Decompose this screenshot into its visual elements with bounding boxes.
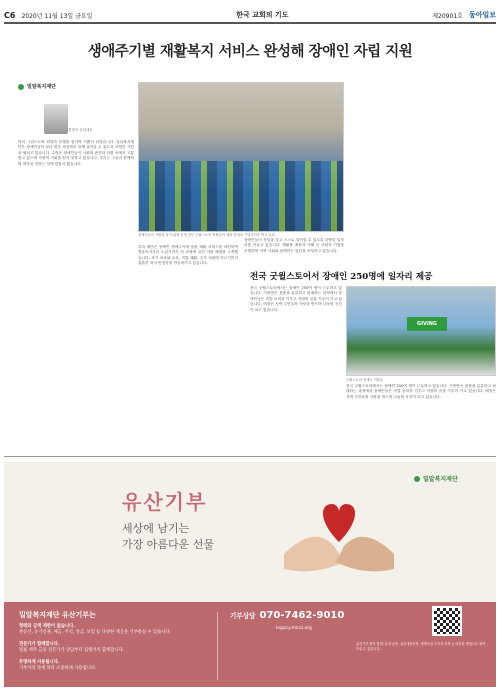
ad-point-2: 전문가가 함께합니다. [19, 642, 60, 647]
org-logo-icon [18, 84, 24, 90]
page-header [4, 8, 496, 24]
ad-point-3-desc: 기부자의 뜻에 따라 소중하게 사용됩니다. [19, 666, 97, 671]
ad-subtitle-1: 세상에 남기는 [122, 522, 190, 535]
article-headline: 생애주기별 재활복지 서비스 완성해 장애인 자립 지원 [87, 43, 413, 60]
newspaper-logo: 동아일보 [468, 11, 496, 19]
ad-point-2-desc: 법률 세무 금융 전문가가 상담부터 집행까지 함께합니다. [19, 648, 125, 653]
subheadline: 전국 굿윌스토어서 장애인 250명에 일자리 제공 [250, 272, 433, 282]
article-column-5: 전국 굿윌스토어에서는 장애인 250여 명이 근무하고 있습니다. 기증받은 물품을 분류하고 판매하는 과정에서 장애인들은 직업 능력을 키우고 자립의 꿈을 이루어 가고 있습니다. 매장은 지역 주민들의 사랑을 받으며 나눔의 공간이 되고 있습니다. [346, 384, 496, 399]
author-portrait [44, 104, 68, 134]
ad-divider [217, 612, 218, 680]
author-byline: 정형석 상임대표 [68, 128, 93, 132]
page-number: C6 [4, 10, 16, 20]
store-photo: GIVING [346, 286, 496, 376]
ad-info-bar [4, 602, 496, 687]
ad-point-1: 형태와 금액 제한이 없습니다. [19, 624, 75, 629]
org-label: 밀알복지재단 [18, 83, 56, 90]
article-column-3: 장애인들이 직업을 갖고 스스로 일어설 수 있도록 다양한 일자리를 만들고 있습니다. 재활용 매장과 카페 등 사회적 기업을 운영하며 지역 사회와 함께하는 일터를 조성하고 있습니다. [244, 238, 344, 253]
photo-caption: 장애인들의 자립을 돕기 위해 운영 중인 굿윌스토어 직원들이 매장 앞에서 기념사진을 찍고 있다. [138, 233, 276, 237]
qr-code-icon[interactable] [432, 606, 462, 636]
legacy-ad [4, 462, 496, 687]
article-column-2: 특히 재단은 장애인 생애주기에 맞춘 재활 서비스를 마련하여 영유아기부터 노년기까지 전 과정에 걸친 지원 체계를 구축했습니다. 조기 치료와 교육, 직업 재활, 주거 지원에 이르기까지 촘촘한 복지 안전망을 만들어가고 있습니다. [138, 245, 238, 266]
edition-number: 제20901호 [432, 12, 463, 20]
heart-hands-icon [274, 484, 404, 579]
store-photo-caption: 굿윌스토어 장애인 직원들 [346, 378, 384, 382]
ad-bar-title: 밀알복지재단 유산기부는 [19, 611, 96, 619]
donation-website[interactable]: legacy.miral.org [276, 626, 312, 631]
issue-date: 2020년 11월 13일 금요일 [21, 12, 93, 20]
ad-point-3: 투명하게 사용됩니다. [19, 660, 60, 665]
article-column-4: 전국 굿윌스토어에서는 장애인 250여 명이 근무하고 있습니다. 기증받은 물품을 분류하고 판매하는 과정에서 장애인들은 직업 능력을 키우고 자립의 꿈을 이루어 가고 있습니다. 매장은 지역 주민들의 사랑을 받으며 나눔의 공간이 되고 있습니다. [250, 286, 342, 312]
ad-title: 유산기부 [122, 490, 208, 514]
group-photo [138, 82, 344, 232]
section-title: 한국 교회의 기도 [236, 11, 289, 19]
ad-subtitle-2: 가장 아름다운 선물 [122, 538, 215, 551]
divider [4, 456, 496, 457]
ad-notes: 유산기부 참여 방법: 유언 공증, 유언대용신탁, 생명보험 수익자 지정 등 다양한 방법으로 참여하실 수 있습니다. [356, 642, 486, 651]
foundation-logo: 밀알복지재단 [414, 474, 458, 483]
donation-phone[interactable]: 기부상담 070-7462-9010 [230, 610, 345, 621]
ad-point-1-desc: 부동산, 유가증권, 예금, 주식, 연금, 보험 등 다양한 재산을 기부하실 수 있습니다. [19, 630, 171, 635]
article-column-1: 여러 그리스도의 희생과 선행을 섬기며 기쁨이 되었습니다. 밀알복지재단은 장애인들이 보다 밝은 세상에서 함께 살아갈 수 있도록 다양한 사업을 펼치고 있습니다. 수많은 장애인들이 사회의 편견과 차별 속에서 고통받고 있으며 자립의 기회를 얻지 못하고 있습니다. 우리는 그들과 함께하며 희망을 전하는 일에 앞장서 왔습니다. [18, 140, 134, 166]
